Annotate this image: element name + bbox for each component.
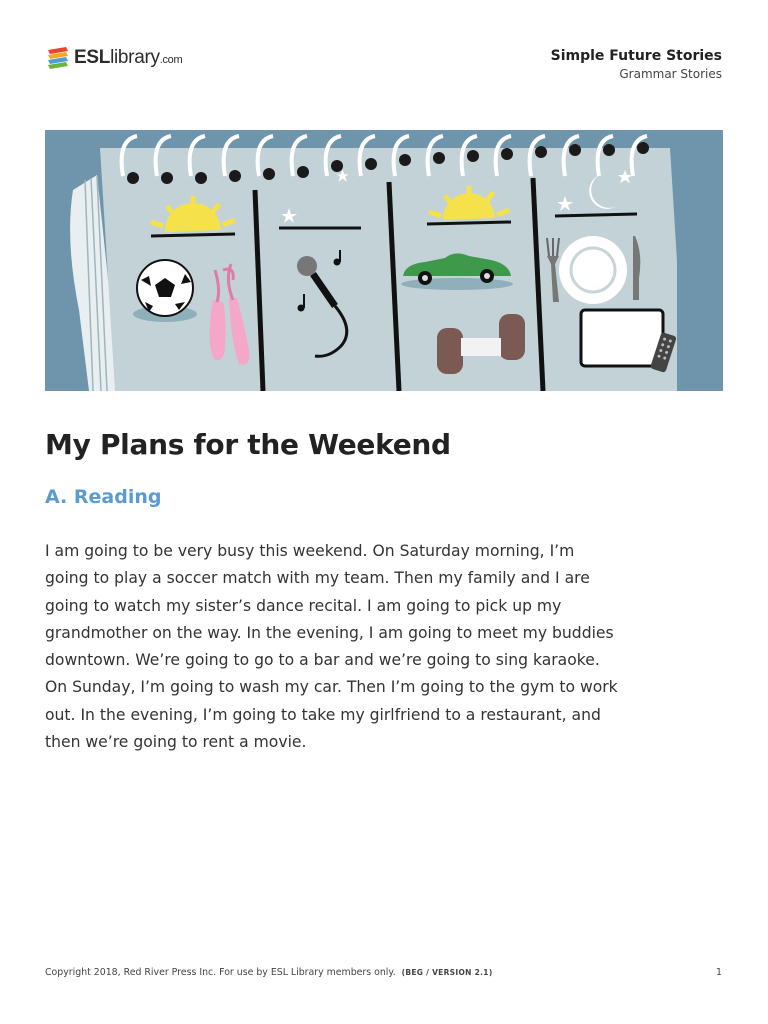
version-label: (BEG / VERSION 2.1) xyxy=(401,968,493,977)
tv-icon xyxy=(581,310,663,366)
page-footer xyxy=(45,967,722,978)
series-header xyxy=(551,48,722,81)
esl-library-logo[interactable] xyxy=(46,46,182,70)
reading-passage: I am going to be very busy this weekend. On Saturday morning, I’m going to play a soccer match with my team. Then my family and I are going to watch my sister’s dance recital. I am going to pick up my grandmother on the way. In the evening, I am going to meet my buddies downtown. We’re going to go to a bar and we’re going to sing karaoke. On Sunday, I’m going to wash my car. Then I’m going to the gym to work out. In the evening, I’m going to take my girlfriend to a restaurant, and then we’re going to rent a movie. xyxy=(45,542,618,752)
logo-text xyxy=(74,47,182,69)
page-title: My Plans for the Weekend xyxy=(45,428,451,461)
stacked-books-icon xyxy=(46,46,70,70)
logo-brand-regular: library xyxy=(110,47,160,68)
series-title: Simple Future Stories xyxy=(550,48,722,64)
weekend-calendar-illustration xyxy=(45,130,723,391)
plate-icon xyxy=(559,236,627,304)
footer-copyright xyxy=(45,967,493,978)
logo-brand-bold: ESL xyxy=(74,47,111,68)
section-heading-reading: A. Reading xyxy=(45,486,162,508)
series-subtitle: Grammar Stories xyxy=(619,67,722,81)
page-number: 1 xyxy=(716,967,722,978)
logo-brand-suffix: .com xyxy=(159,54,183,66)
copyright-text: Copyright 2018, Red River Press Inc. For use by ESL Library members only. xyxy=(45,967,396,978)
